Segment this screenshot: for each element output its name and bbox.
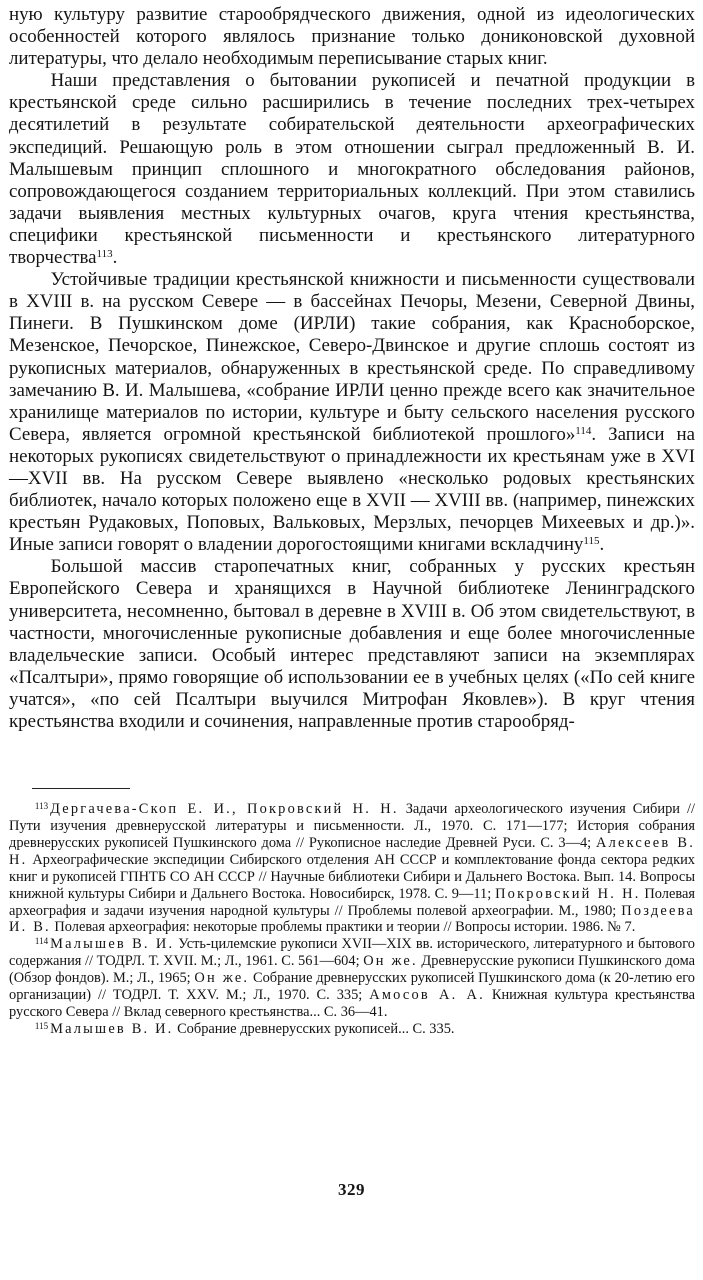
paragraph-end: . bbox=[599, 534, 605, 556]
footnote-author: Покровский Н. Н. bbox=[495, 885, 641, 902]
footnote-number: 114 bbox=[34, 936, 49, 947]
footnote-text: Полевая археография: некоторые проблемы практики и теории // Вопросы истории. 1986. № 7. bbox=[50, 919, 636, 936]
footnote-number: 113 bbox=[34, 801, 49, 812]
footnote-divider bbox=[32, 788, 130, 789]
footnotes bbox=[9, 801, 695, 1038]
paragraph-text: Наши представления о бытовании рукописей и печатной продукции в крестьянской среде сильно расширились в течение последних трех-четырех десятилетий в результате собирательской деятельности археографических экспедиций. Решающую роль в этом отношении сыграл предложенный В. И. Малышевым принцип сплошного и многократного обследования районов, сопровождающегося созданием территориальных коллекций. При этом ставились задачи выявления местных культурных очагов, круга чтения крестьянства, специфики крестьянской письменности и крестьянского литературного творчества bbox=[9, 70, 695, 269]
footnote-text: Задачи археологического изучения Сибири // Пути изучения древнерусской литературы и письменности. Л., 1970. С. 171—177; История собрания древнерусских рукописей Пушкинского дома // Рукописное наследие Древней Руси. С. 3—4; bbox=[9, 801, 695, 851]
paragraph-text: . Записи на некоторых рукописях свидетельствуют о принадлежности их крестьянам уже в XVI—XVII вв. На русском Севере выявлено «несколько родовых крестьянских библиотек, начало которых положено еще в XVII — XVIII вв. (например, пинежских крестьян Рудаковых, Поповых, Вальковых, Мерзлых, печорцев Михеевых и др.)». Иные записи говорят о владении дорогостоящими книгами вскладчину bbox=[9, 423, 695, 556]
footnote-text: Усть-цилемские рукописи XVII—XIX вв. исторического, литературного и бытового содержания // ТОДРЛ. Т. XVII. М.; Л., 1961. С. 561—604; bbox=[9, 936, 695, 970]
footnote-author: Малышев В. И. bbox=[50, 1020, 174, 1037]
paragraph-manuscripts bbox=[9, 70, 695, 269]
footnote-113 bbox=[9, 801, 695, 936]
footnote-ref-115[interactable]: 115 bbox=[583, 535, 600, 548]
footnote-author: Амосов А. А. bbox=[369, 987, 485, 1004]
footnote-author: Он же. bbox=[363, 953, 418, 970]
footnote-number: 115 bbox=[34, 1020, 49, 1031]
footnote-text: Книжная культура крестьянства русского Севера // Вклад северного крестьянства... С. 36—41. bbox=[9, 987, 696, 1020]
paragraph-text: Устойчивые традиции крестьянской книжности и письменности существовали в XVIII в. на русском Севере — в бассейнах Печоры, Мезени, Северной Двины, Пинеги. В Пушкинском доме (ИРЛИ) такие собрания, как Красноборское, Мезенское, Печорское, Пинежское, Северо-Двинское и другие сплошь состоят из рукописных материалов, обнаруженных в крестьянской среде. По справедливому замечанию В. И. Малышева, «собрание ИРЛИ ценно прежде всего как значительное хранилище материалов по истории, культуре и быту сельского населения русского Севера, является огромной крестьянской библиотекой прошлого» bbox=[9, 269, 695, 445]
footnote-114 bbox=[9, 936, 695, 1021]
footnote-text: Собрание древнерусских рукописей... С. 335. bbox=[173, 1020, 455, 1037]
footnote-text: Полевая археография и задачи изучения народной культуры // Проблемы полевой археографии. М., 1980; bbox=[9, 885, 695, 919]
footnote-author: Малышев В. И. bbox=[50, 936, 175, 953]
paragraph-traditions bbox=[9, 269, 695, 556]
footnote-author: Алексеев В. Н. bbox=[9, 834, 695, 868]
footnote-text: Археографические экспедиции Сибирского отделения АН СССР и комплектование фонда сектора редких книг и рукописей ГПНТБ СО АН СССР // Научные библиотеки Сибири и Дальнего Востока. Вып. 14. Вопросы книжной культуры Сибири и Дальнего Востока. Новосибирск, 1978. С. 9—11; bbox=[9, 851, 695, 902]
main-text bbox=[9, 0, 695, 733]
paragraph-text: ную культуру развитие старообрядческого движения, одной из идеологических особенностей которого являлось признание только дониконовской духовной литературы, что делало необходимым переписывание старых книг. bbox=[9, 4, 695, 70]
footnote-text: Собрание древнерусских рукописей Пушкинского дома (к 20-летию его организации) // ТОДРЛ. Т. XXV. М.; Л., 1970. С. 335; bbox=[9, 970, 695, 1004]
footnote-115 bbox=[9, 1021, 695, 1038]
paragraph-old-printed-books bbox=[9, 556, 695, 733]
footnote-ref-114[interactable]: 114 bbox=[575, 424, 592, 437]
footnote-author: Дергачева-Скоп Е. И., Покровский Н. Н. bbox=[50, 801, 399, 818]
footnote-author: Он же. bbox=[194, 970, 250, 987]
paragraph-end: . bbox=[112, 247, 118, 269]
page-number: 329 bbox=[338, 1180, 365, 1199]
paragraph-continuation bbox=[9, 4, 695, 70]
footnote-author: Поздеева И. В. bbox=[9, 902, 695, 936]
footnote-ref-113[interactable]: 113 bbox=[96, 248, 113, 261]
footnote-text: Древнерусские рукописи Пушкинского дома (Обзор фондов). М.; Л., 1965; bbox=[9, 953, 695, 987]
paragraph-text: Большой массив старопечатных книг, собранных у русских крестьян Европейского Севера и хранящихся в Научной библиотеке Ленинградского университета, несомненно, бытовал в деревне в XVIII в. Об этом свидетельствуют, в частности, многочисленные рукописные добавления и еще более многочисленные владельческие записи. Особый интерес представляют записи на экземплярах «Псалтыри», прямо говорящие об использовании ее в учебных целях («По сей книге учатся», «по сей Псалтыри выучился Митрофан Яковлев»). В круг чтения крестьянства входили и сочинения, направленные против старообряд- bbox=[9, 556, 695, 732]
